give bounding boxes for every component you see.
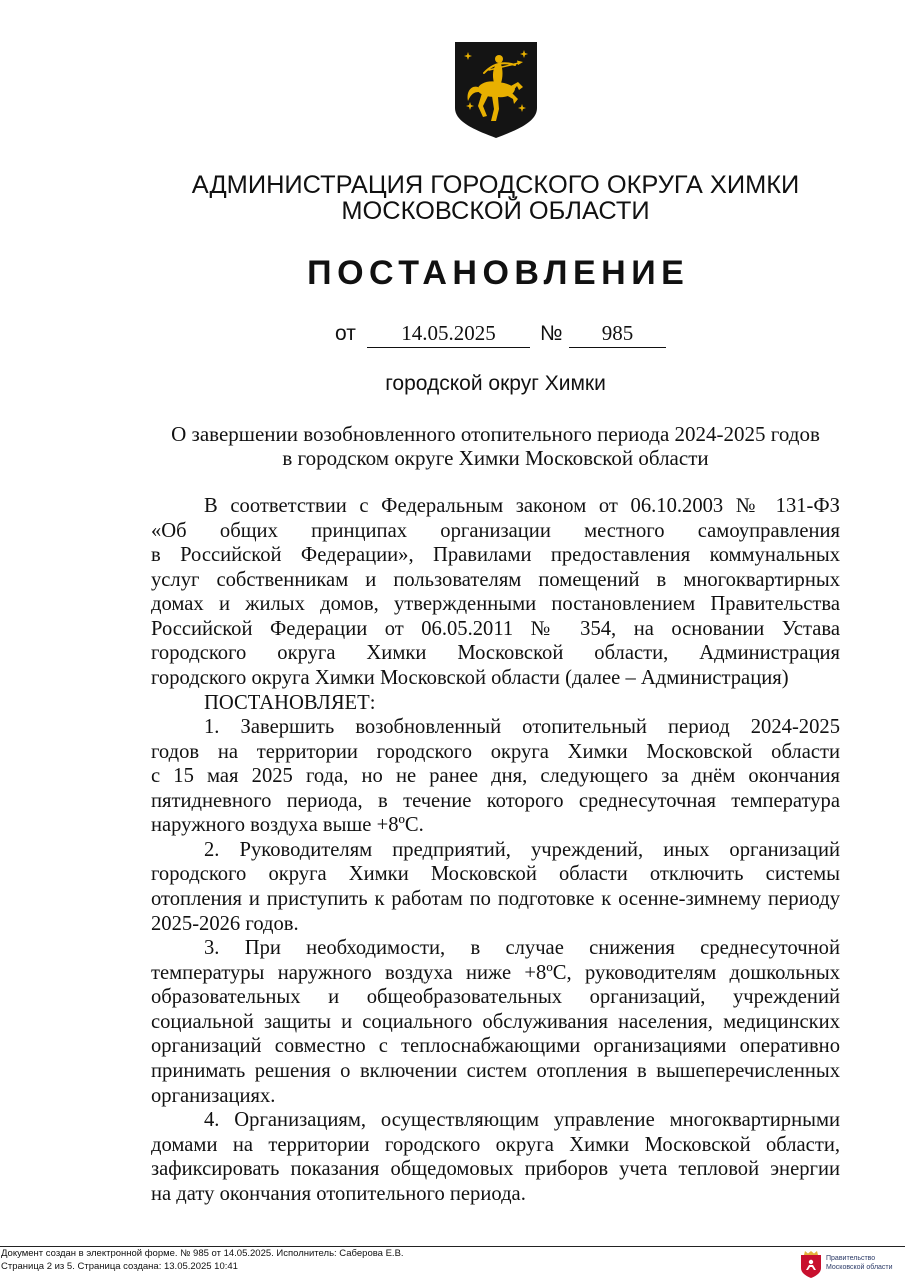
footer-document-info: Документ создан в электронной форме. № 985 от 14.05.2025. Исполнитель: Саберова Е.В.: [1, 1248, 404, 1259]
document-title-line: в городском округе Химки Московской области: [282, 446, 709, 470]
clause-3-line: образовательных и общеобразовательных организаций, учреждений: [151, 986, 840, 1009]
footer-page-info: Страница 2 из 5. Страница создана: 13.05.2025 10:41: [1, 1261, 238, 1272]
clause-4-line: 4. Организациям, осуществляющим управление многоквартирными: [204, 1109, 840, 1132]
organization-name-line-2: МОСКОВСКОЙ ОБЛАСТИ: [341, 197, 650, 225]
document-title-line: О завершении возобновленного отопительного периода 2024-2025 годов: [171, 422, 820, 446]
clause-2-line: 2025-2026 годов.: [151, 912, 299, 935]
coat-of-arms-icon: [455, 42, 537, 138]
clause-4-line: на дату окончания отопительного периода.: [151, 1182, 526, 1205]
clause-3-line: социальной защиты и социального обслуживания населения, медицинских: [151, 1010, 840, 1033]
clause-2-line: отопления и приступить к работам по подготовке к осенне-зимнему периоду: [151, 888, 840, 910]
preamble-line: домах и жилых домов, утвержденными постановлением Правительства: [151, 593, 840, 616]
number-prefix: №: [540, 322, 563, 345]
clause-3-line: температуры наружного воздуха ниже +8ºС, руководителям дошкольных: [151, 961, 840, 984]
clause-1-line: 1. Завершить возобновленный отопительный период 2024-2025: [204, 716, 840, 739]
preamble-line: Российской Федерации от 06.05.2011 № 354, на основании Устава: [151, 617, 840, 640]
moscow-region-emblem-icon: [800, 1251, 822, 1278]
place-of-issue: городской округ Химки: [385, 372, 606, 395]
clause-3-line: организациях.: [151, 1084, 276, 1107]
clause-1-line: с 15 мая 2025 года, но не ранее дня, следующего за днём окончания: [151, 765, 840, 788]
preamble-line: городского округа Химки Московской области, Администрация: [151, 642, 840, 665]
resolves-heading: ПОСТАНОВЛЯЕТ:: [204, 691, 376, 714]
preamble-line: «Об общих принципах организации местного самоуправления: [151, 519, 840, 542]
clause-3-line: организаций совместно с теплоснабжающими организациями оперативно: [151, 1035, 840, 1058]
clause-3-line: принимать решения о включении систем отопления в вышеперечисленных: [151, 1059, 840, 1082]
clause-1-line: годов на территории городского округа Химки Московской области: [151, 740, 840, 763]
preamble-line: в Российской Федерации», Правилами предоставления коммунальных: [151, 544, 840, 567]
clause-2-line: городского округа Химки Московской области отключить системы: [151, 863, 840, 886]
document-date: 14.05.2025: [367, 321, 530, 348]
document-type-heading: ПОСТАНОВЛЕНИЕ: [307, 254, 690, 292]
footer-divider: [0, 1246, 905, 1247]
document-number: 985: [569, 321, 666, 348]
clause-4-line: зафиксировать показания общедомовых приборов учета тепловой энергии: [151, 1158, 840, 1181]
preamble-line: услуг собственникам и пользователям помещений в многоквартирных: [151, 568, 840, 591]
footer-logo-text-line-2: Московской области: [826, 1264, 893, 1271]
organization-name-line-1: АДМИНИСТРАЦИЯ ГОРОДСКОГО ОКРУГА ХИМКИ: [191, 171, 800, 199]
clause-2-line: 2. Руководителям предприятий, учреждений, иных организаций: [204, 838, 840, 861]
clause-1-line: пятидневного периода, в течение которого среднесуточная температура: [151, 789, 840, 812]
clause-1-line: наружного воздуха выше +8ºС.: [151, 814, 424, 837]
footer-logo-text-line-1: Правительство: [826, 1255, 876, 1262]
preamble-line: городского округа Химки Московской области (далее – Администрация): [151, 666, 789, 689]
preamble-line: В соответствии с Федеральным законом от 06.10.2003 № 131-ФЗ: [204, 495, 840, 517]
clause-3-line: 3. При необходимости, в случае снижения среднесуточной: [204, 937, 840, 960]
document-body: [151, 494, 840, 1206]
clause-4-line: домами на территории городского округа Химки Московской области,: [151, 1133, 840, 1156]
date-prefix: от: [335, 322, 356, 345]
